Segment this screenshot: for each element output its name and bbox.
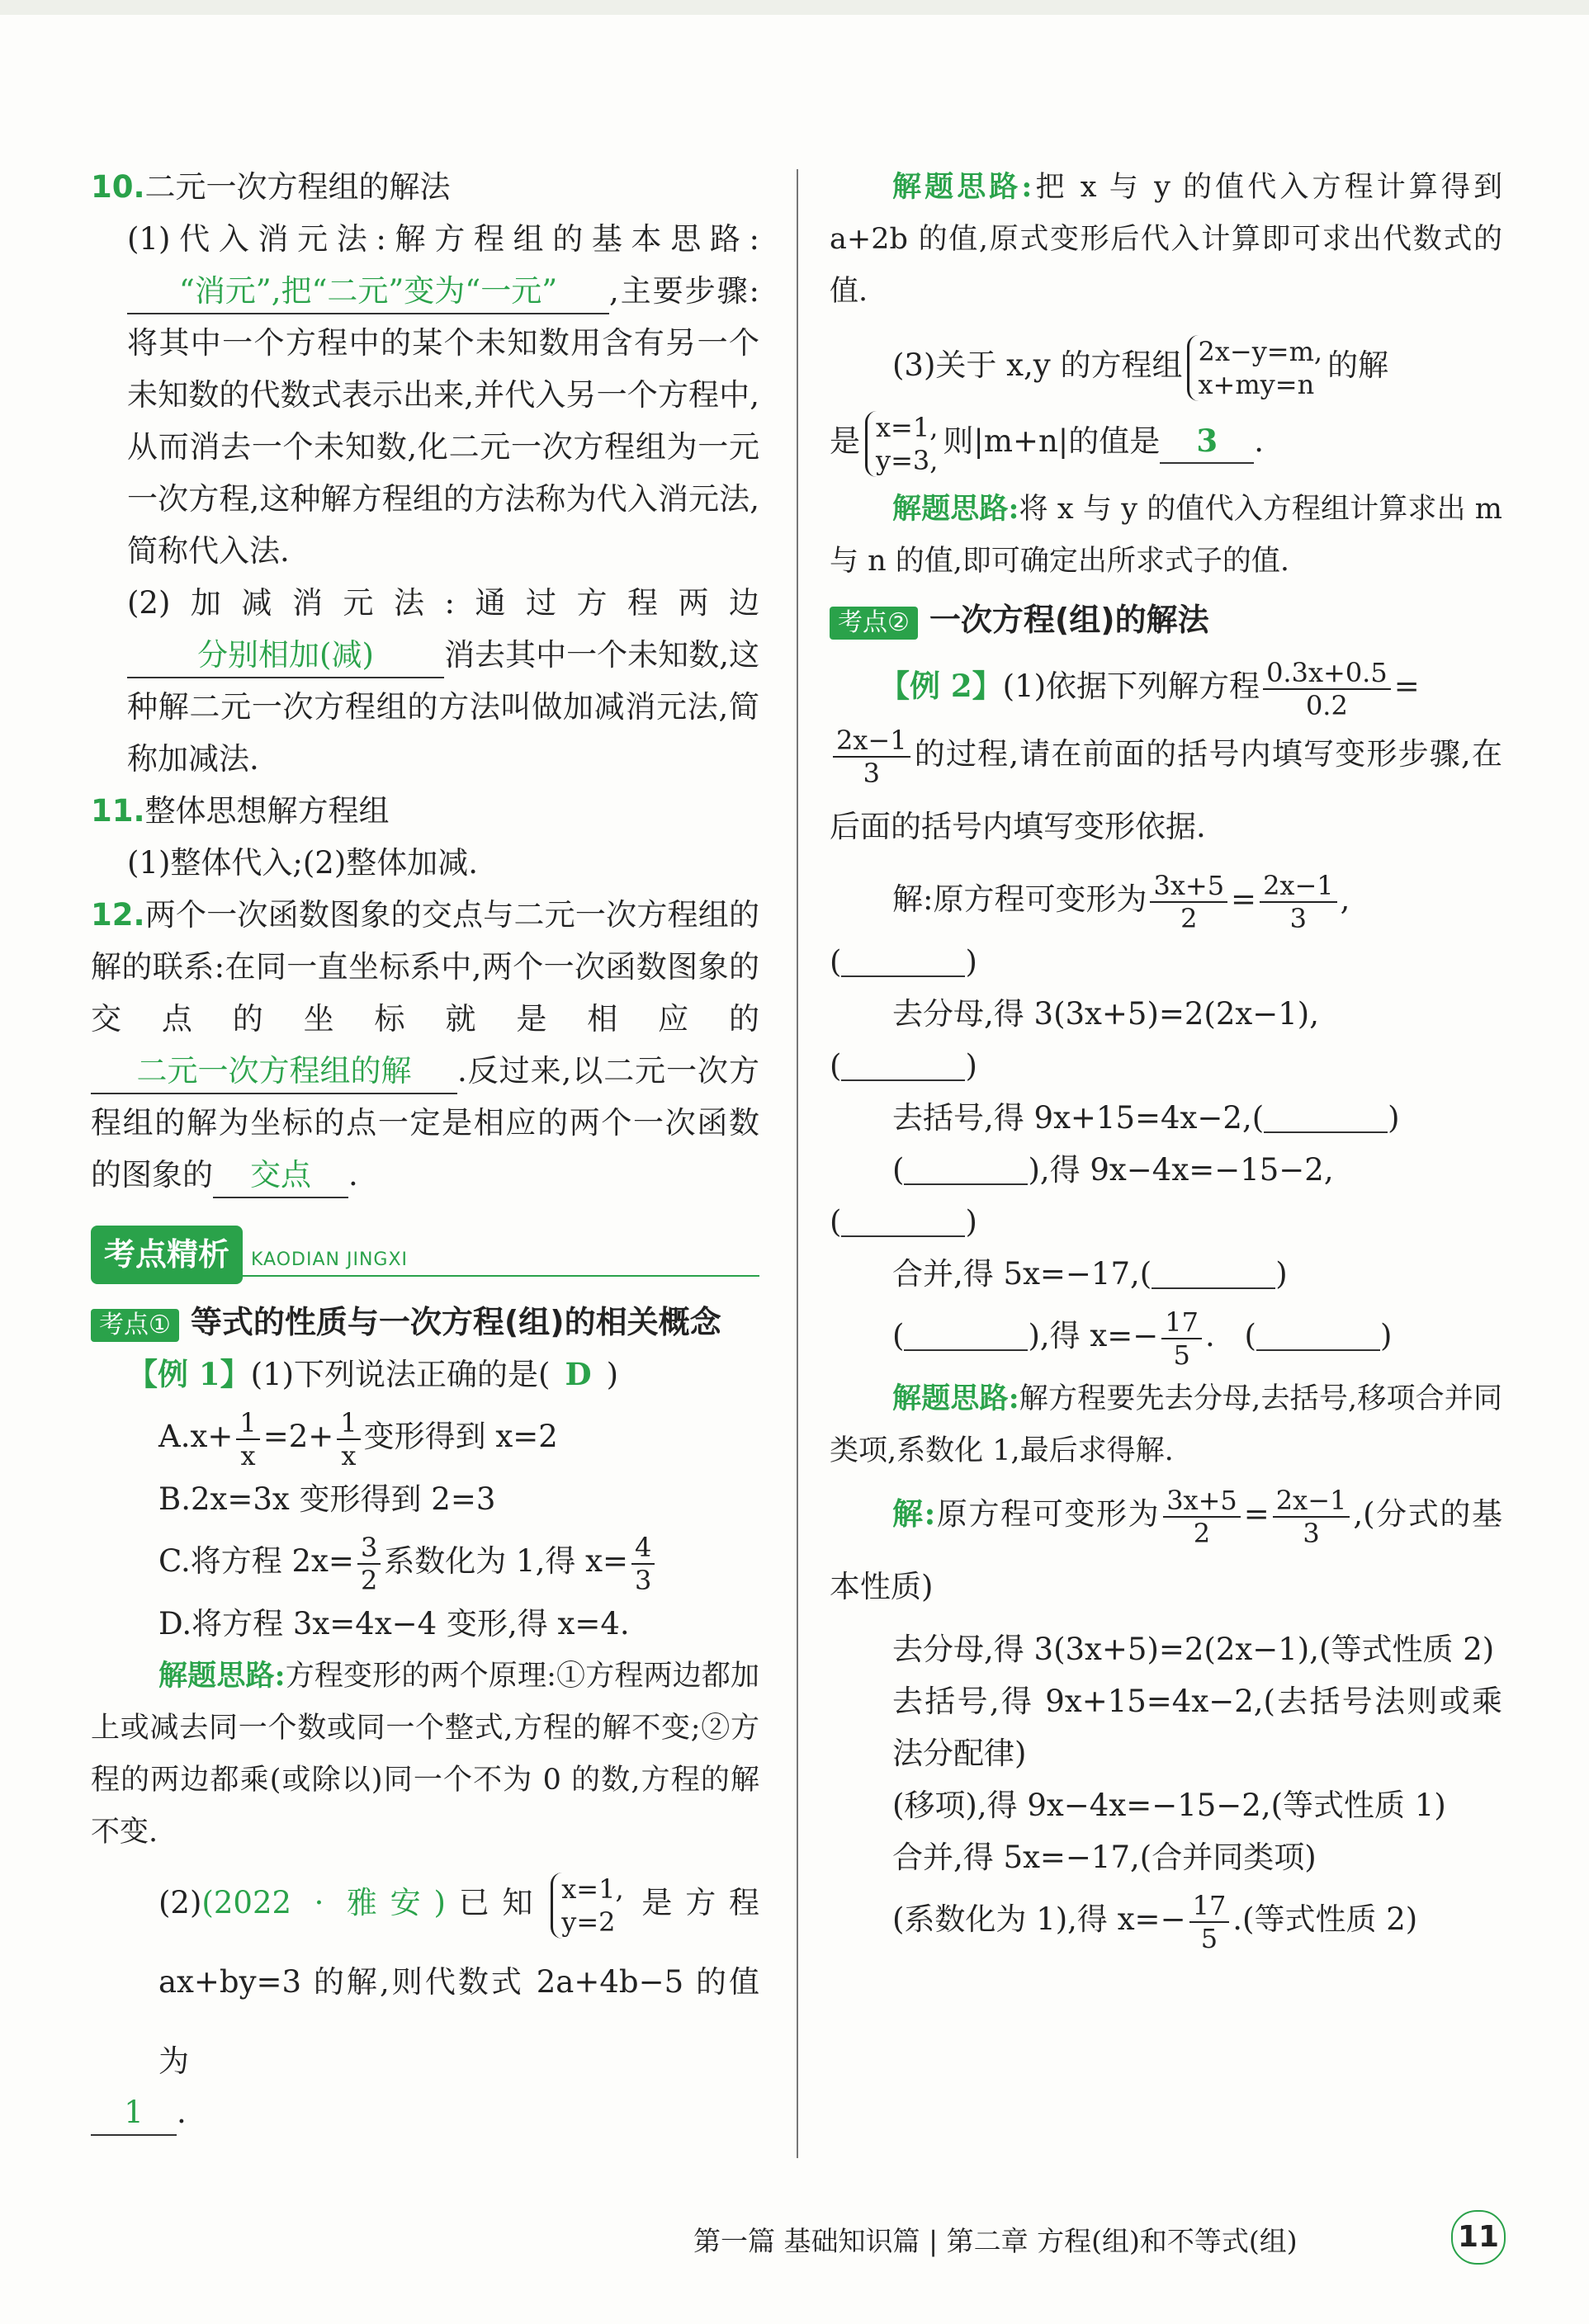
item-title: 二元一次方程组的解法 xyxy=(144,169,451,205)
numerator: 4 xyxy=(631,1532,655,1565)
step-1-reason xyxy=(830,936,1502,988)
text: 方程变形的两个原理:①方程两边都加上或减去同一个数或同一个整式,方程的解不变;②方程的两边都乘(或除以)同一个不为 0 的数,方程的解不变. xyxy=(91,1660,759,1849)
option-b: B.2x=3x 变形得到 2=3 xyxy=(158,1481,496,1517)
solution-2: 去分母,得 3(3x+5)=2(2x−1),(等式性质 2) xyxy=(892,1632,1495,1667)
fraction xyxy=(1150,870,1227,934)
step-4-reason xyxy=(830,1196,1502,1248)
text: 合并,得 5x=−17, xyxy=(892,1256,1140,1292)
source-tag: (2022 · 雅安) xyxy=(201,1885,446,1920)
answer-blank: 3 xyxy=(1160,419,1254,464)
text: (3)关于 x,y 的方程组 xyxy=(892,347,1183,383)
solution-4: (移项),得 9x−4x=−15−2,(等式性质 1) xyxy=(892,1788,1446,1823)
solution-1 xyxy=(830,1477,1502,1623)
paren: ( xyxy=(1251,1100,1265,1136)
text: 已知 xyxy=(445,1885,546,1920)
page-number: 11 xyxy=(1451,2210,1506,2265)
option-a xyxy=(91,1401,759,1473)
text: . xyxy=(348,1157,358,1193)
system-line: x+my=n xyxy=(1198,368,1315,400)
text: = xyxy=(1231,881,1257,917)
question-2-answer xyxy=(91,2086,759,2138)
paren: ) xyxy=(965,944,977,980)
solution-6 xyxy=(830,1883,1502,1956)
answer-blank: 二元一次方程组的解 xyxy=(91,1050,457,1094)
paren: ) xyxy=(1275,1256,1288,1292)
answer-blank: “消元”,把“二元”变为“一元” xyxy=(127,270,609,314)
text: 两个一次函数图象的交点与二元一次方程组的解的联系:在同一直坐标系中,两个一次函数图象的交点的坐标就是相应的 xyxy=(91,897,759,1037)
item-10-part2 xyxy=(91,577,759,785)
text: 将 x 与 y 的值代入方程组计算求出 m 与 n 的值,即可确定出所求式子的值. xyxy=(830,493,1502,578)
text: (1)代入消元法:解方程组的基本思路: xyxy=(127,221,759,257)
fraction xyxy=(833,725,910,789)
numerator: 3x+5 xyxy=(1150,870,1227,903)
paren: ( xyxy=(892,1152,905,1188)
text: ,主要步骤:将其中一个方程中的某个未知数用含有另一个未知数的代数式表示出来,并代入另一个方程中,从而消去一个未知数,化二元一次方程组为一元一次方程,这种解方程组的方法称为代入消元法,简称代入法. xyxy=(127,273,759,569)
solution-5: 合并,得 5x=−17,(合并同类项) xyxy=(892,1840,1317,1875)
example-2-cont xyxy=(830,718,1502,863)
text: = xyxy=(1243,1496,1270,1532)
text: 变形得到 x=2 xyxy=(363,1419,558,1454)
fraction xyxy=(1260,870,1337,934)
kp-title: 等式的性质与一次方程(组)的相关概念 xyxy=(190,1304,721,1340)
text: .(等式性质 2) xyxy=(1232,1901,1418,1937)
paren: ) xyxy=(1379,1318,1393,1353)
item-10-heading xyxy=(91,161,759,213)
text: ,(分式的基本性质) xyxy=(830,1496,1503,1604)
denominator: x xyxy=(240,1439,256,1471)
example-1-question xyxy=(91,1349,759,1401)
fraction xyxy=(631,1532,655,1596)
denominator: 5 xyxy=(1173,1339,1190,1371)
footer-text: 第一篇 基础知识篇 | 第二章 方程(组)和不等式(组) xyxy=(693,2225,1298,2257)
step-2-reason xyxy=(830,1040,1502,1092)
section-banner-sub: KAODIAN JINGXI xyxy=(251,1249,409,1270)
text: 是方程 ax+by=3 的解,则代数式 2a+4b−5 的值为 xyxy=(158,1885,759,2079)
numerator: 0.3x+0.5 xyxy=(1263,657,1391,690)
question-3 xyxy=(830,324,1502,407)
option-d: D.将方程 3x=4x−4 变形,得 x=4. xyxy=(158,1606,630,1641)
example-label: 【例 2】 xyxy=(879,668,1003,704)
text: (2)加减消元法:通过方程两边 xyxy=(127,585,759,621)
text: 原方程可变形为 xyxy=(935,1496,1161,1532)
paren: ( xyxy=(830,1204,842,1240)
text: . xyxy=(177,2095,187,2130)
hint-label: 解题思路: xyxy=(892,170,1033,204)
denominator: 3 xyxy=(863,757,880,789)
text: 系数化为 1,得 x= xyxy=(384,1543,628,1579)
text: 解方程要先去分母,去括号,移项合并同类项,系数化 1,最后求得解. xyxy=(830,1382,1502,1467)
paren: ( xyxy=(830,1048,842,1084)
answer-blank: 交点 xyxy=(213,1154,348,1198)
option-c xyxy=(91,1525,759,1598)
step-6 xyxy=(830,1300,1502,1372)
section-banner xyxy=(91,1226,759,1283)
kp-title: 一次方程(组)的解法 xyxy=(929,602,1209,638)
hint-label: 解题思路: xyxy=(892,1382,1019,1415)
text: A.x+ xyxy=(158,1419,234,1454)
numerator: 3x+5 xyxy=(1163,1485,1241,1518)
hint-4 xyxy=(830,1372,1502,1477)
paren: ) xyxy=(965,1204,977,1240)
hint-label: 解题思路: xyxy=(158,1659,286,1693)
text: ),得 9x−4x=−15−2, xyxy=(1028,1152,1334,1188)
step-4 xyxy=(830,1144,1502,1196)
text: 把 x 与 y 的值代入方程计算得到 a+2b 的值,原式变形后代入计算即可求出代数式的值. xyxy=(830,171,1503,308)
numerator: 3 xyxy=(357,1532,381,1565)
numerator: 1 xyxy=(337,1407,360,1440)
answer-blank: 1 xyxy=(91,2091,177,2136)
hint-3 xyxy=(830,483,1502,588)
item-11-text: (1)整体代入;(2)整体加减. xyxy=(127,845,479,881)
text: 去括号,得 9x+15=4x−2, xyxy=(892,1100,1252,1136)
numerator: 1 xyxy=(236,1407,259,1440)
paren: ( xyxy=(1139,1256,1152,1292)
fraction xyxy=(236,1407,259,1471)
text: 解:原方程可变形为 xyxy=(892,881,1147,917)
fill-blank[interactable] xyxy=(1264,1103,1388,1133)
text: (1)依据下列解方程 xyxy=(1002,668,1260,704)
text: (系数化为 1),得 x=− xyxy=(892,1901,1186,1937)
section-banner-label: 考点精析 xyxy=(91,1226,243,1284)
text: 是 xyxy=(830,423,860,459)
step-3 xyxy=(830,1092,1502,1144)
fraction xyxy=(1189,1890,1230,1954)
equation-system xyxy=(1187,335,1322,401)
kp1-heading xyxy=(91,1297,759,1349)
system-line: 2x−y=m, xyxy=(1198,335,1323,367)
banner-line xyxy=(91,1275,759,1277)
text: (1)下列说法正确的是( xyxy=(250,1357,551,1392)
numerator: 2x−1 xyxy=(1273,1485,1350,1518)
equation-system xyxy=(865,411,938,477)
step-2: 去分母,得 3(3x+5)=2(2x−1), xyxy=(892,996,1320,1032)
denominator: 3 xyxy=(1303,1517,1320,1549)
column-divider xyxy=(797,169,798,2158)
fill-blank[interactable] xyxy=(841,1207,965,1237)
denominator: 3 xyxy=(635,1564,652,1596)
kp-badge: 考点② xyxy=(830,607,918,640)
fill-blank[interactable] xyxy=(1152,1259,1275,1289)
text: 的过程,请在前面的括号内填写变形步骤,在后面的括号内填写变形依据. xyxy=(830,736,1502,844)
item-number: 11. xyxy=(91,793,145,829)
left-column xyxy=(91,161,759,2138)
fill-blank[interactable] xyxy=(904,1155,1028,1185)
denominator: 2 xyxy=(1180,902,1198,934)
text: ),得 x=− xyxy=(1028,1318,1159,1353)
denominator: 2 xyxy=(360,1564,378,1596)
text: , xyxy=(1340,881,1350,917)
hint-2 xyxy=(830,161,1502,318)
example-label: 【例 1】 xyxy=(127,1356,251,1392)
paren: ( xyxy=(1244,1318,1256,1353)
text: = xyxy=(1393,668,1420,704)
system-line: y=2 xyxy=(561,1906,616,1938)
numerator: 17 xyxy=(1161,1306,1202,1339)
answer: D xyxy=(565,1356,592,1392)
text: C.将方程 2x= xyxy=(158,1543,354,1579)
text: . xyxy=(1254,423,1265,459)
denominator: 2 xyxy=(1193,1517,1211,1549)
item-12 xyxy=(91,889,759,1201)
fill-blank[interactable] xyxy=(904,1321,1028,1351)
hint-1 xyxy=(91,1650,759,1859)
step-5 xyxy=(830,1248,1502,1300)
fraction xyxy=(1163,1485,1241,1549)
item-number: 10. xyxy=(91,169,145,205)
example-2-question xyxy=(830,646,1502,726)
fraction xyxy=(1161,1306,1202,1371)
solution-label: 解: xyxy=(892,1495,936,1532)
text: 消去其中一个未知数,这种解二元一次方程组的方法叫做加减消元法,简称加减法. xyxy=(127,637,759,777)
denominator: 5 xyxy=(1200,1922,1218,1954)
system-line: x=1, xyxy=(876,411,939,443)
item-title: 整体思想解方程组 xyxy=(144,793,390,829)
fraction xyxy=(357,1532,381,1596)
kp-badge: 考点① xyxy=(91,1309,179,1342)
question-3-cont xyxy=(830,400,1502,483)
fill-blank[interactable] xyxy=(841,1051,965,1081)
paren: ( xyxy=(830,944,842,980)
top-band xyxy=(0,0,1589,15)
paren: ) xyxy=(1388,1100,1400,1136)
step-1 xyxy=(830,863,1502,936)
numerator: 2x−1 xyxy=(833,725,910,758)
fraction xyxy=(1263,657,1391,721)
right-column xyxy=(830,161,1502,1956)
denominator: 3 xyxy=(1289,902,1308,934)
solution-3: 去括号,得 9x+15=4x−2,(去括号法则或乘法分配律) xyxy=(892,1684,1502,1771)
paren: ( xyxy=(892,1318,905,1353)
fraction xyxy=(337,1407,360,1471)
fill-blank[interactable] xyxy=(1256,1321,1380,1351)
text: =2+ xyxy=(262,1419,334,1454)
equation-system xyxy=(551,1873,623,1939)
fill-blank[interactable] xyxy=(841,947,965,977)
paren: ) xyxy=(965,1048,977,1084)
hint-label: 解题思路: xyxy=(892,492,1019,526)
text: .反过来,以二元一次方程组的解为坐标的点一定是相应的两个一次函数的图象的 xyxy=(91,1053,759,1193)
numerator: 17 xyxy=(1189,1890,1230,1923)
system-line: y=3, xyxy=(876,444,939,476)
text: . xyxy=(1204,1318,1215,1353)
text: (2) xyxy=(158,1885,202,1920)
kp2-heading xyxy=(830,594,1502,646)
text: 则|m+n|的值是 xyxy=(943,423,1161,459)
system-line: x=1, xyxy=(561,1873,624,1905)
text: 的解 xyxy=(1327,347,1389,383)
item-number: 12. xyxy=(91,897,145,933)
denominator: 0.2 xyxy=(1305,689,1348,721)
numerator: 2x−1 xyxy=(1260,870,1337,903)
item-11-heading xyxy=(91,785,759,837)
denominator: x xyxy=(341,1439,357,1471)
item-10-part1 xyxy=(91,213,759,577)
fraction xyxy=(1273,1485,1350,1549)
question-2 xyxy=(91,1863,759,2101)
answer-blank: 分别相加(减) xyxy=(127,634,444,678)
text: ) xyxy=(606,1357,619,1392)
